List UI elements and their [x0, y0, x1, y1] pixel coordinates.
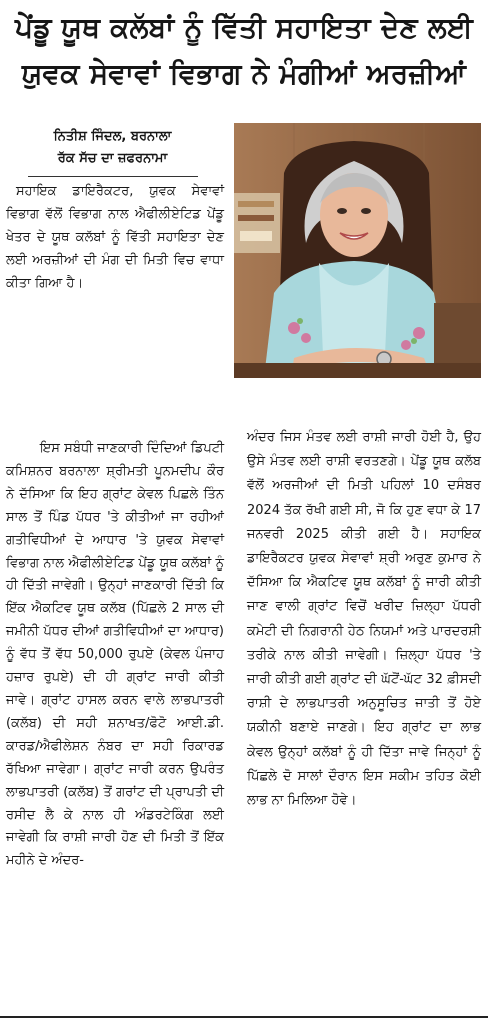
article-paragraph-3: ਅੰਦਰ ਜਿਸ ਮੰਤਵ ਲਈ ਰਾਸ਼ੀ ਜਾਰੀ ਹੋਈ ਹੈ, ਉਹ ਉਸੇ ਮੰਤਵ ਲਈ ਰਾਸ਼ੀ ਵਰਤਣਗੇ। ਪੇਂਡੂ ਯੂਥ ਕਲੱਬ ਵੱਲੋਂ ਅਰਜੀਆਂ ਦੀ ਮਿਤੀ ਪਹਿਲਾਂ 10 ਦਸੰਬਰ 2024 ਤੱਕ ਰੱਖੀ ਗਈ ਸੀ, ਜੋ ਕਿ ਹੁਣ ਵਧਾ ਕੇ 17 ਜਨਵਰੀ 2025 ਕੀਤੀ ਗਈ ਹੈ। ਸਹਾਇਕ ਡਾਇਰੈਕਟਰ ਯੁਵਕ ਸੇਵਾਵਾਂ ਸ਼੍ਰੀ ਅਰੁਣ ਕੁਮਾਰ ਨੇ ਦੱਸਿਆ ਕਿ ਐਕਟਿਵ ਯੂਥ ਕਲੱਬਾਂ ਨੂੰ ਜਾਰੀ ਕੀਤੀ ਜਾਣ ਵਾਲੀ ਗ੍ਰਾਂਟ ਵਿਚੋਂ ਖਰੀਦ ਜ਼ਿਲ੍ਹਾ ਪੱਧਰੀ ਕਮੇਟੀ ਦੀ ਨਿਗਰਾਨੀ ਹੇਠ ਨਿਯਮਾਂ ਅਤੇ ਪਾਰਦਰਸ਼ੀ ਤਰੀਕੇ ਨਾਲ ਕੀਤੀ ਜਾਵੇਗੀ। ਜ਼ਿਲ੍ਹਾ ਪੱਧਰ 'ਤੇ ਜਾਰੀ ਕੀਤੀ ਗਈ ਗ੍ਰਾਂਟ ਦੀ ਘੱਟੋਂ-ਘੱਟ 32 ਫ਼ੀਸਦੀ ਰਾਸ਼ੀ ਦੇ ਲਾਭਪਾਤਰੀ ਅਨੁਸੂਚਿਤ ਜਾਤੀ ਤੋਂ ਹੋਏ ਯਕੀਨੀ ਬਣਾਏ ਜਾਣਗੇ। ਇਹ ਗ੍ਰਾਂਟ ਦਾ ਲਾਭ ਕੇਵਲ ਉਨ੍ਹਾਂ ਕਲੱਬਾਂ ਨੂੰ ਹੀ ਦਿੱਤਾ ਜਾਵੇ ਜਿਨ੍ਹਾਂ ਨੂੰ ਪਿੱਛਲੇ ਦੋ ਸਾਲਾਂ ਦੌਰਾਨ ਇਸ ਸਕੀਮ ਤਹਿਤ ਕੋਈ ਲਾਭ ਨਾ ਮਿਲਿਆ ਹੋਵੇ। — [247, 430, 481, 809]
article-paragraph-2: ਇਸ ਸਬੰਧੀ ਜਾਣਕਾਰੀ ਦਿੰਦਿਆਂ ਡਿਪਟੀ ਕਮਿਸ਼ਨਰ ਬਰਨਾਲਾ ਸ਼੍ਰੀਮਤੀ ਪੂਨਮਦੀਪ ਕੌਰ ਨੇ ਦੱਸਿਆ ਕਿ ਇਹ ਗ੍ਰਾਂਟ ਕੇਵਲ ਪਿਛਲੇ ਤਿੰਨ ਸਾਲ ਤੋਂ ਪਿੰਡ ਪੱਧਰ 'ਤੇ ਕੀਤੀਆਂ ਜਾ ਰਹੀਆਂ ਗਤੀਵਿਧੀਆਂ ਦੇ ਆਧਾਰ 'ਤੇ ਯੁਵਕ ਸੇਵਾਵਾਂ ਵਿਭਾਗ ਨਾਲ ਐਫੀਲੀਏਟਿਡ ਪੇਂਡੂ ਯੂਥ ਕਲੱਬਾਂ ਨੂੰ ਹੀ ਦਿੱਤੀ ਜਾਵੇਗੀ। ਉਨ੍ਹਾਂ ਜਾਣਕਾਰੀ ਦਿੱਤੀ ਕਿ ਇੱਕ ਐਕਟਿਵ ਯੂਥ ਕਲੱਬ (ਪਿੱਛਲੇ 2 ਸਾਲ ਦੀ ਜਮੀਨੀ ਪੱਧਰ ਦੀਆਂ ਗਤੀਵਿਧੀਆਂ ਦਾ ਆਧਾਰ) ਨੂੰ ਵੱਧ ਤੋਂ ਵੱਧ 50,000 ਰੁਪਏ (ਕੇਵਲ ਪੰਜਾਹ ਹਜ਼ਾਰ ਰੁਪਏ) ਦੀ ਹੀ ਗ੍ਰਾਂਟ ਜਾਰੀ ਕੀਤੀ ਜਾਵੇ। ਗ੍ਰਾਂਟ ਹਾਸਲ ਕਰਨ ਵਾਲੇ ਲਾਭਪਾਤਰੀ (ਕਲੱਬ) ਦੀ ਸਹੀ ਸ਼ਨਾਖਤ/ਫੋਟੋ ਆਈ.ਡੀ. ਕਾਰਡ/ਐਫੀਲੇਸ਼ਨ ਨੰਬਰ ਦਾ ਸਹੀ ਰਿਕਾਰਡ ਰੱਖਿਆ ਜਾਵੇਗਾ। ਗ੍ਰਾਂਟ ਜਾਰੀ ਕਰਨ ਉਪਰੰਤ ਲਾਭਪਾਤਰੀ (ਕਲੱਬ) ਤੋਂ ਗਰਾਂਟ ਦੀ ਪ੍ਰਾਪਤੀ ਦੀ ਰਸੀਦ ਲੈ ਕੇ ਨਾਲ ਹੀ ਅੰਡਰਟੇਕਿੰਗ ਲਈ ਜਾਵੇਗੀ ਕਿ ਰਾਸ਼ੀ ਜਾਰੀ ਹੋਣ ਦੀ ਮਿਤੀ ਤੋਂ ਇੱਕ ਮਹੀਨੇ ਦੇ ਅੰਦਰ- — [6, 441, 224, 869]
portrait-illustration — [234, 123, 481, 378]
byline-author: ਨਿਤੀਸ਼ ਜਿੰਦਲ, ਬਰਨਾਲਾ — [53, 129, 172, 144]
portrait-photo — [234, 123, 481, 378]
article-paragraph-1: ਸਹਾਇਕ ਡਾਇਰੈਕਟਰ, ਯੁਵਕ ਸੇਵਾਵਾਂ ਵਿਭਾਗ ਵੱਲੋਂ ਵਿਭਾਗ ਨਾਲ ਐਫੀਲੀਏਟਿਡ ਪੇਂਡੂ ਖੇਤਰ ਦੇ ਯੂਥ ਕਲੱਬਾਂ ਨੂੰ ਵਿੱਤੀ ਸਹਾਇਤਾ ਦੇਣ ਲਈ ਅਰਜ਼ੀਆਂ ਦੀ ਮੰਗ ਦੀ ਮਿਤੀ ਵਿਚ ਵਾਧਾ ਕੀਤਾ ਗਿਆ ਹੈ। — [6, 184, 224, 291]
article-column-2 — [247, 426, 481, 813]
headline-line-1: ਪੇਂਡੂ ਯੂਥ ਕਲੱਬਾਂ ਨੂੰ ਵਿੱਤੀ ਸਹਾਇਤਾ ਦੇਣ ਲਈ — [14, 11, 474, 44]
article-column-1 — [6, 181, 224, 296]
headline-line-2: ਯੁਵਕ ਸੇਵਾਵਾਂ ਵਿਭਾਗ ਨੇ ਮੰਗੀਆਂ ਅਰਜ਼ੀਆਂ — [21, 57, 467, 90]
byline-publication: ਰੱਕ ਸੱਚ ਦਾ ਜ਼ਫਰਨਾਮਾ — [57, 151, 168, 166]
page-bottom-rule — [0, 1016, 488, 1018]
article-column-1-continued — [6, 438, 224, 873]
byline-divider — [28, 176, 198, 177]
